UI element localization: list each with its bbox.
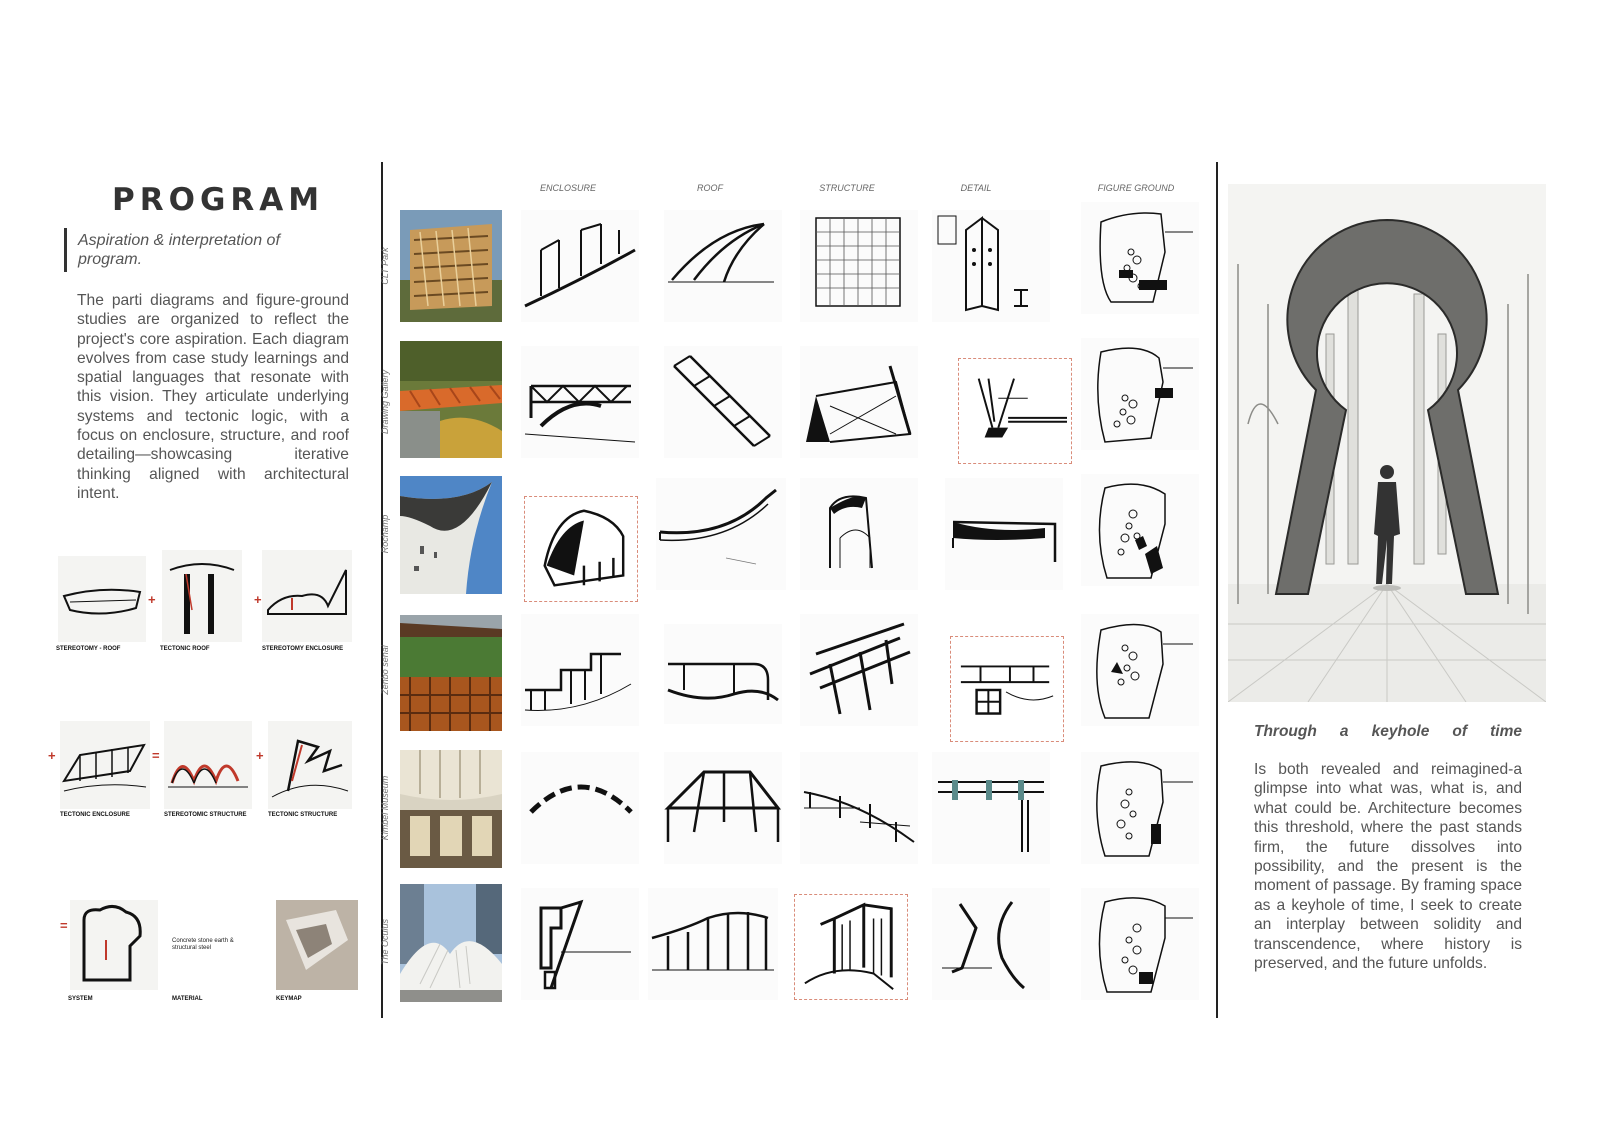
sketch-zenbo-figure-ground [1081, 614, 1199, 726]
sketch-system [70, 900, 158, 990]
sketch-kimbel-structure [800, 752, 918, 864]
plus-operator: + [48, 748, 56, 763]
photo-rochamp [400, 476, 502, 594]
sketch-tectonic-structure [268, 721, 352, 809]
sketch-stereotomy-roof [58, 556, 146, 642]
photo-clt-park [400, 210, 502, 322]
sketch-caption: SYSTEM [68, 996, 93, 1002]
row-label-the-oculus: The Oculus [380, 918, 390, 966]
sketch-caption: STEREOTOMY ENCLOSURE [262, 646, 344, 652]
plus-operator: + [256, 748, 264, 763]
sketch-zenbo-enclosure [521, 614, 639, 726]
sketch-drawing-gallery-structure [800, 346, 918, 458]
column-header-roof: ROOF [697, 183, 723, 193]
sketch-drawing-gallery-enclosure [521, 346, 639, 458]
right-divider [1216, 162, 1218, 1018]
sketch-caption: TECTONIC ENCLOSURE [60, 812, 130, 818]
sketch-clt-enclosure [521, 210, 639, 322]
subtitle: Aspiration & interpretation of program. [78, 232, 280, 268]
sketch-drawing-gallery-figure-ground [1081, 338, 1199, 450]
sketch-tectonic-roof [162, 550, 242, 642]
row-label-clt-park: CLT Park [380, 247, 390, 285]
sketch-clt-figure-ground [1081, 202, 1199, 314]
sketch-zenbo-structure [800, 614, 918, 726]
row-label-rochamp: Rochamp [380, 514, 390, 554]
sketch-drawing-gallery-roof [664, 346, 782, 458]
sketch-kimbel-figure-ground [1081, 752, 1199, 864]
photo-drawing-gallery [400, 341, 502, 458]
sketch-clt-structure [800, 210, 918, 322]
sketch-clt-detail [932, 210, 1050, 322]
sketch-oculus-structure [794, 894, 908, 1000]
keyhole-illustration [1228, 184, 1546, 702]
subtitle-accent-bar [64, 228, 67, 272]
column-header-detail: DETAIL [960, 183, 992, 193]
photo-the-oculus [400, 884, 502, 1002]
column-header-figure-ground: FIGURE GROUND [1097, 183, 1175, 193]
sketch-zenbo-roof [664, 624, 782, 724]
sketch-caption: TECTONIC ROOF [160, 646, 210, 652]
column-header-enclosure: ENCLOSURE [539, 183, 596, 193]
sketch-caption: STEREOTOMY - ROOF [56, 646, 121, 652]
sketch-rochamp-enclosure [524, 496, 638, 602]
sketch-oculus-roof [648, 888, 778, 1000]
equals-operator: = [60, 918, 68, 933]
sketch-drawing-gallery-detail [958, 358, 1072, 464]
left-column [40, 160, 370, 1020]
sketch-stereotomy-enclosure [262, 550, 352, 642]
sketch-kimbel-roof [664, 752, 782, 864]
plus-operator: + [148, 592, 156, 607]
page-title: PROGRAM [112, 182, 325, 218]
row-label-kimbel-museum: Kimbel Museum [380, 775, 390, 841]
sketch-oculus-enclosure [521, 888, 639, 1000]
sketch-oculus-figure-ground [1081, 888, 1199, 1000]
sketch-oculus-detail [932, 888, 1050, 1000]
sketch-tectonic-enclosure [60, 721, 150, 809]
sketch-stereotomic-structure [164, 721, 252, 809]
sketch-rochamp-detail [945, 478, 1063, 590]
sketch-zenbo-detail [950, 636, 1064, 742]
material-note: Concrete stone earth & structural steel [172, 938, 234, 951]
sketch-caption: MATERIAL [172, 996, 203, 1002]
keymap-image [276, 900, 358, 990]
sketch-caption: STEREOTOMIC STRUCTURE [164, 812, 247, 818]
row-label-zenbo-senai: Zenbo senai [380, 645, 390, 695]
sketch-rochamp-figure-ground [1081, 474, 1199, 586]
photo-zenbo-senai [400, 615, 502, 731]
plus-operator: + [254, 592, 262, 607]
sketch-kimbel-detail [932, 752, 1050, 864]
sketch-caption: TECTONIC STRUCTURE [268, 812, 338, 818]
photo-kimbel-museum [400, 750, 502, 868]
sketch-caption: KEYMAP [276, 996, 302, 1002]
equals-operator: = [152, 748, 160, 763]
keyhole-title: Through a keyhole of time [1254, 723, 1522, 740]
column-header-structure: STRUCTURE [819, 183, 875, 193]
sketch-kimbel-enclosure [521, 752, 639, 864]
program-description: The parti diagrams and figure-ground studies are organized to reflect the project's core aspiration. Each diagram evolves from case study learnings and spatial languages that resonate with this vision. They articulate underlying systems and tectonic logic, with a focus on enclosure, structure, and roof detailing—showcasing iterative thinking aligned with architectural intent. [77, 292, 349, 502]
row-label-drawing-gallery: Drawing Gallery [380, 369, 390, 435]
sketch-rochamp-structure [800, 478, 918, 590]
sketch-clt-roof [664, 210, 782, 322]
keyhole-description: Is both revealed and reimagined-a glimpse into what was, what is, and what could be. Architecture becomes this threshold, where the past stands firm, the future dissolves into possibility, and the present is the moment of passage. By framing space as a keyhole of time, I seek to create an interplay between solidity and transcendence, where history is preserved, and the future unfolds. [1254, 761, 1522, 973]
sketch-rochamp-roof [656, 478, 786, 590]
